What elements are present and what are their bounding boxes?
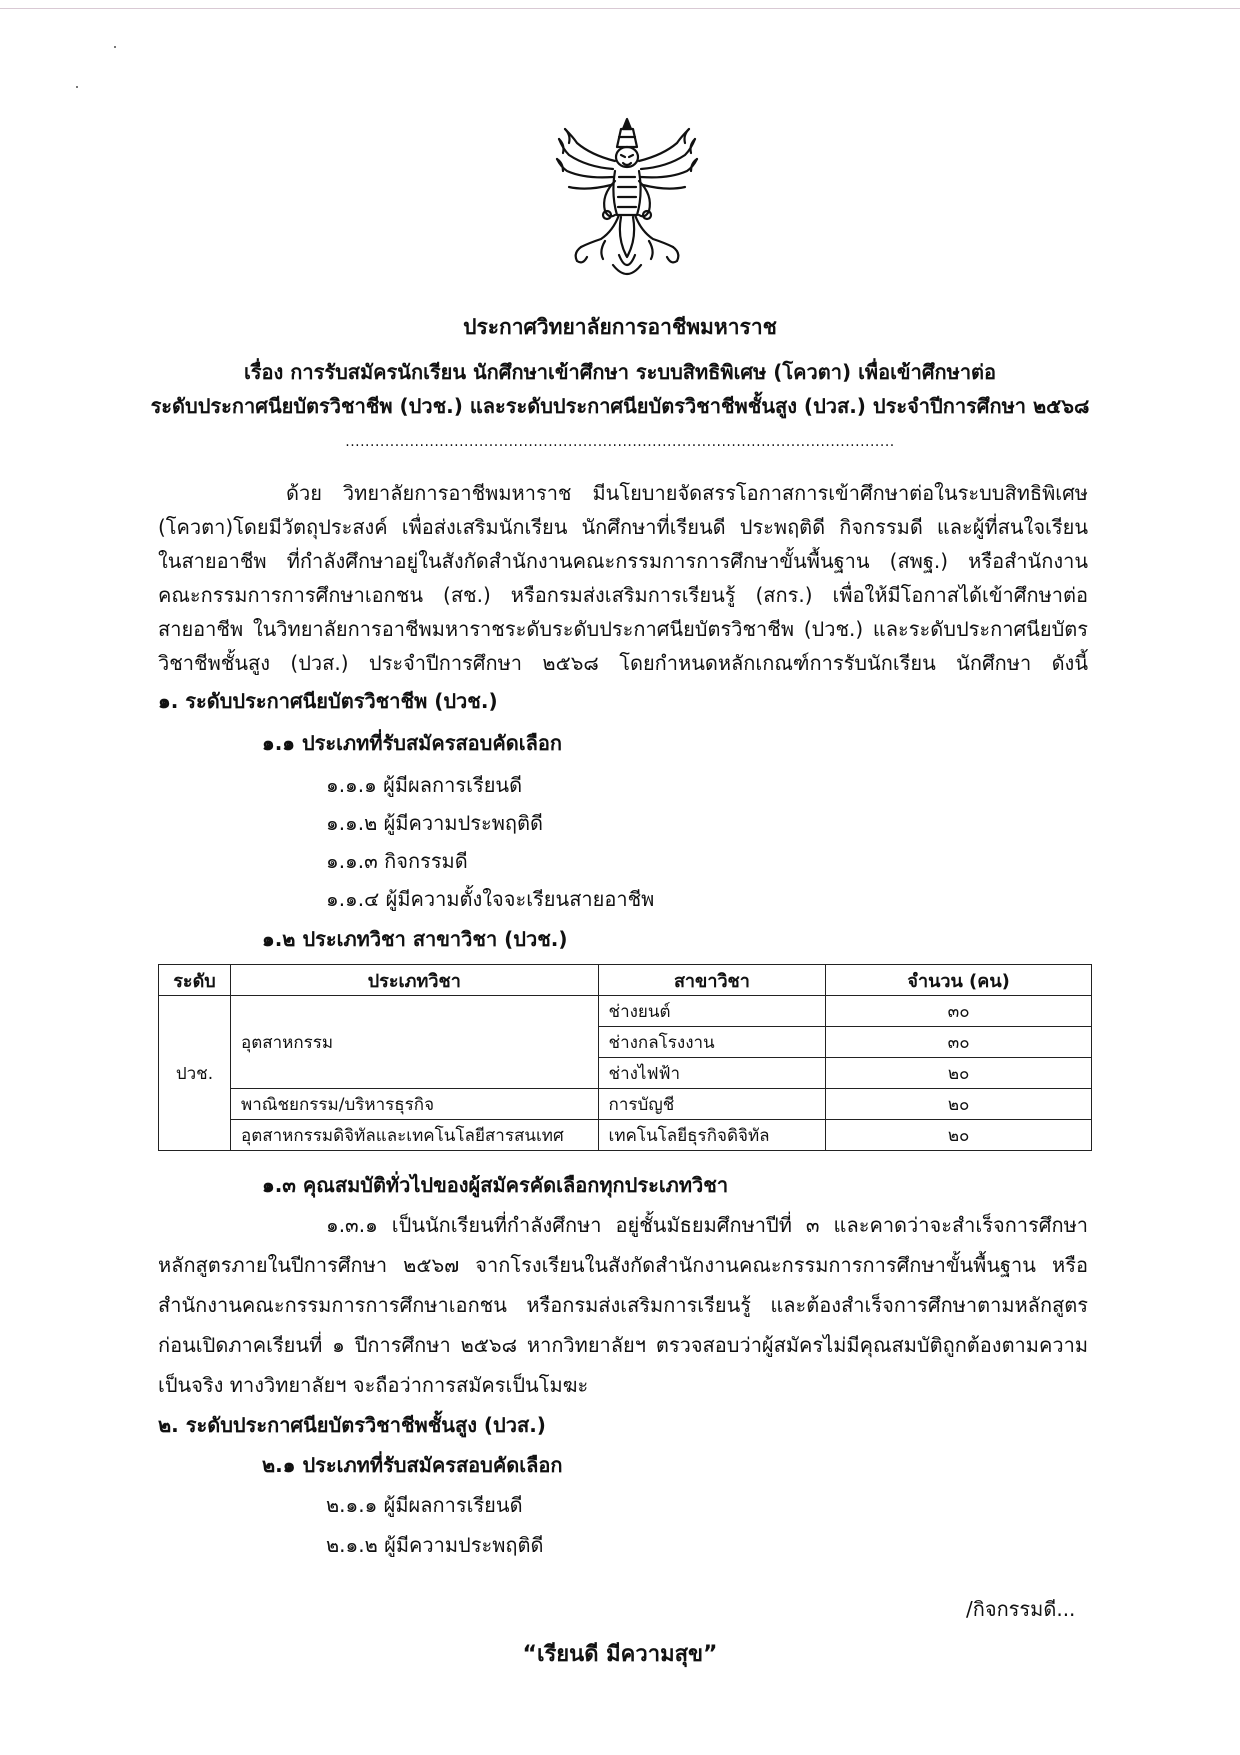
list-item: ๒.๑.๒ ผู้มีความประพฤติดี: [326, 1533, 544, 1557]
major-cell: ช่างไฟฟ้า: [598, 1058, 826, 1089]
scan-speck: [76, 86, 78, 88]
list-item: ๑.๑.๔ ผู้มีความตั้งใจจะเรียนสายอาชีพ: [326, 887, 655, 911]
continuation-note: /กิจกรรมดี...: [966, 1597, 1076, 1621]
intro-line: วิชาชีพชั้นสูง (ปวส.) ประจำปีการศึกษา ๒๕๖๘ โดยกำหนดหลักเกณฑ์การรับนักเรียน นักศึกษา ดังนี้: [158, 651, 1088, 675]
list-item: ๒.๑.๑ ผู้มีผลการเรียนดี: [326, 1493, 523, 1517]
intro-line: (โควตา)โดยมีวัตถุประสงค์ เพื่อส่งเสริมนักเรียน นักศึกษาที่เรียนดี ประพฤติดี กิจกรรมดี และผู้ที่สนใจเรียน: [158, 515, 1088, 539]
garuda-emblem: [555, 115, 700, 285]
major-cell: ช่างกลโรงงาน: [598, 1027, 826, 1058]
qualification-line: เป็นจริง ทางวิทยาลัยฯ จะถือว่าการสมัครเป็นโมฆะ: [158, 1373, 589, 1397]
motto: “เรียนดี มีความสุข”: [522, 1642, 718, 1667]
quota-table: [158, 964, 1092, 1151]
separator-dots: ...............................................................................................................: [345, 434, 895, 450]
section-1-1-heading: ๑.๑ ประเภทที่รับสมัครสอบคัดเลือก: [262, 731, 562, 755]
major-cell: ช่างยนต์: [598, 996, 826, 1027]
list-item: ๑.๑.๓ กิจกรรมดี: [326, 849, 468, 873]
subject-line-1: เรื่อง การรับสมัครนักเรียน นักศึกษาเข้าศึกษา ระบบสิทธิพิเศษ (โควตา) เพื่อเข้าศึกษาต่อ: [243, 360, 997, 384]
table-row: [159, 1089, 1092, 1120]
section-1-heading: ๑. ระดับประกาศนียบัตรวิชาชีพ (ปวช.): [158, 689, 498, 713]
section-1-3-heading: ๑.๓ คุณสมบัติทั่วไปของผู้สมัครคัดเลือกทุกประเภทวิชา: [262, 1173, 729, 1197]
col-header-level: ระดับ: [159, 965, 231, 996]
qualification-line: ก่อนเปิดภาคเรียนที่ ๑ ปีการศึกษา ๒๕๖๘ หากวิทยาลัยฯ ตรวจสอบว่าผู้สมัครไม่มีคุณสมบัติถูกต้องตามความ: [158, 1333, 1088, 1357]
count-cell: ๓๐: [826, 1027, 1092, 1058]
qualification-line: ๑.๓.๑ เป็นนักเรียนที่กำลังศึกษา อยู่ชั้นมัธยมศึกษาปีที่ ๓ และคาดว่าจะสำเร็จการศึกษา: [326, 1213, 1088, 1237]
intro-line: ในสายอาชีพ ที่กำลังศึกษาอยู่ในสังกัดสำนักงานคณะกรรมการการศึกษาขั้นพื้นฐาน (สพฐ.) หรือสำนักงาน: [158, 549, 1088, 573]
col-header-count: จำนวน (คน): [826, 965, 1092, 996]
type-cell: อุตสาหกรรมดิจิทัลและเทคโนโลยีสารสนเทศ: [230, 1120, 598, 1151]
section-2-1-heading: ๒.๑ ประเภทที่รับสมัครสอบคัดเลือก: [262, 1453, 563, 1477]
table-row: [159, 996, 1092, 1027]
count-cell: ๓๐: [826, 996, 1092, 1027]
scan-speck: [114, 46, 116, 48]
col-header-major: สาขาวิชา: [598, 965, 826, 996]
col-header-type: ประเภทวิชา: [230, 965, 598, 996]
count-cell: ๒๐: [826, 1120, 1092, 1151]
intro-line: คณะกรรมการการศึกษาเอกชน (สช.) หรือกรมส่งเสริมการเรียนรู้ (สกร.) เพื่อให้มีโอกาสได้เข้าศึกษาต่อ: [158, 583, 1088, 607]
intro-line: ด้วย วิทยาลัยการอาชีพมหาราช มีนโยบายจัดสรรโอกาสการเข้าศึกษาต่อในระบบสิทธิพิเศษ: [286, 481, 1088, 505]
subject-line-2: ระดับประกาศนียบัตรวิชาชีพ (ปวช.) และระดับประกาศนียบัตรวิชาชีพชั้นสูง (ปวส.) ประจำปีการศึกษา ๒๕๖๘: [150, 394, 1090, 418]
table-row: [159, 1120, 1092, 1151]
major-cell: การบัญชี: [598, 1089, 826, 1120]
table-header-row: [159, 965, 1092, 996]
count-cell: ๒๐: [826, 1058, 1092, 1089]
major-cell: เทคโนโลยีธุรกิจดิจิทัล: [598, 1120, 826, 1151]
intro-line: สายอาชีพ ในวิทยาลัยการอาชีพมหาราชระดับระดับประกาศนียบัตรวิชาชีพ (ปวช.) และระดับประกาศนียบัตร: [158, 617, 1088, 641]
list-item: ๑.๑.๒ ผู้มีความประพฤติดี: [326, 811, 544, 835]
level-cell: ปวช.: [159, 996, 231, 1151]
announcement-title: ประกาศวิทยาลัยการอาชีพมหาราช: [463, 315, 777, 339]
section-2-heading: ๒. ระดับประกาศนียบัตรวิชาชีพชั้นสูง (ปวส.): [158, 1413, 546, 1437]
type-cell: อุตสาหกรรม: [230, 996, 598, 1089]
type-cell: พาณิชยกรรม/บริหารธุรกิจ: [230, 1089, 598, 1120]
list-item: ๑.๑.๑ ผู้มีผลการเรียนดี: [326, 773, 523, 797]
qualification-line: สำนักงานคณะกรรมการการศึกษาเอกชน หรือกรมส่งเสริมการเรียนรู้ และต้องสำเร็จการศึกษาตามหลักสูตร: [158, 1293, 1088, 1317]
count-cell: ๒๐: [826, 1089, 1092, 1120]
qualification-line: หลักสูตรภายในปีการศึกษา ๒๕๖๗ จากโรงเรียนในสังกัดสำนักงานคณะกรรมการการศึกษาขั้นพื้นฐาน หรือ: [158, 1253, 1088, 1277]
section-1-2-heading: ๑.๒ ประเภทวิชา สาขาวิชา (ปวช.): [262, 927, 568, 951]
page-edge-line: [0, 8, 1240, 9]
